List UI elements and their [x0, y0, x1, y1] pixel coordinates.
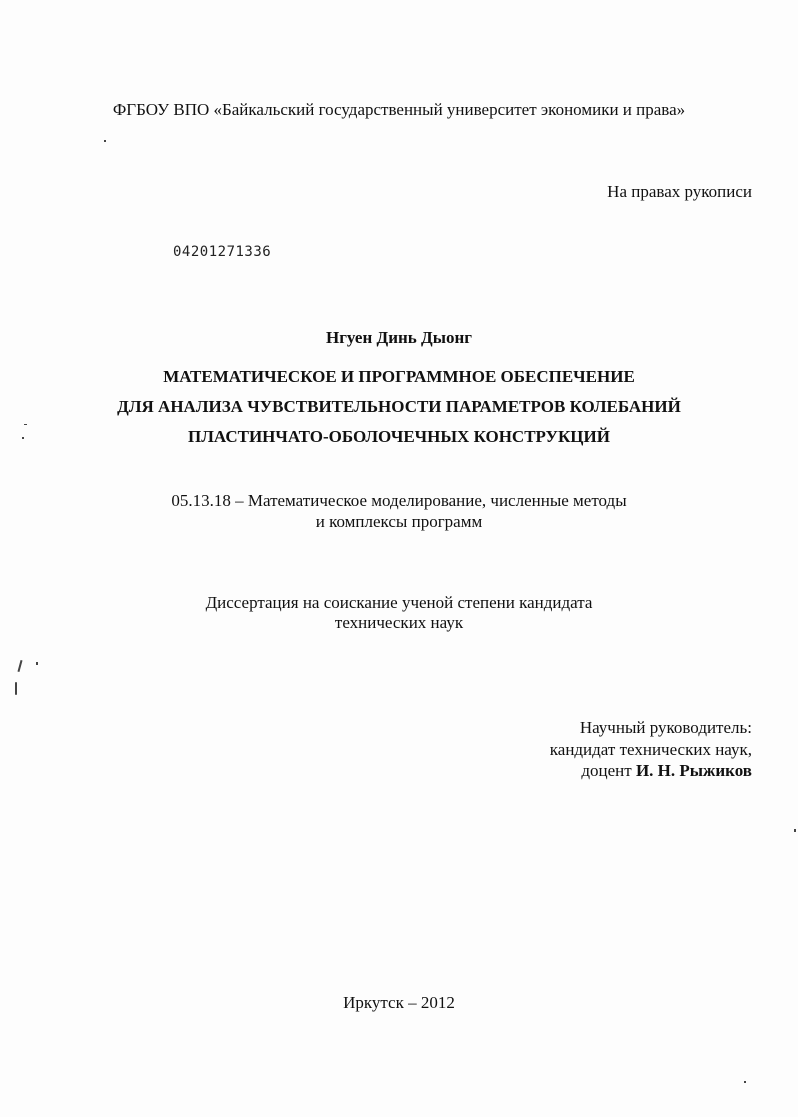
scan-speck	[24, 424, 27, 425]
author-name: Нгуен Динь Дыонг	[325, 328, 473, 347]
scan-speck	[104, 140, 106, 142]
supervisor-label: Научный руководитель:	[579, 718, 752, 737]
scan-mark	[15, 682, 17, 695]
degree-line-2: технических наук	[334, 613, 464, 632]
supervisor-line	[581, 760, 752, 782]
title-line-2: ДЛЯ АНАЛИЗА ЧУВСТВИТЕЛЬНОСТИ ПАРАМЕТРОВ КОЛЕБАНИЙ	[117, 397, 681, 416]
rights-note: На правах рукописи	[607, 182, 752, 201]
place-and-year: Иркутск – 2012	[343, 993, 455, 1012]
specialty-line-2: и комплексы программ	[315, 512, 483, 531]
title-line-3: ПЛАСТИНЧАТО-ОБОЛОЧЕЧНЫХ КОНСТРУКЦИЙ	[188, 427, 610, 446]
supervisor-position: доцент	[581, 761, 632, 780]
scan-speck	[36, 662, 38, 665]
library-stamp-number: 04201271336	[173, 244, 272, 260]
degree-line-1: Диссертация на соискание ученой степени кандидата	[205, 593, 593, 612]
supervisor-degree: кандидат технических наук,	[549, 740, 752, 759]
scan-speck	[744, 1081, 746, 1083]
specialty-line-1: 05.13.18 – Математическое моделирование, численные методы	[171, 491, 627, 510]
scan-speck	[22, 437, 24, 439]
institution-name: ФГБОУ ВПО «Байкальский государственный университет экономики и права»	[112, 100, 686, 119]
scan-mark	[17, 660, 22, 672]
title-line-1: МАТЕМАТИЧЕСКОЕ И ПРОГРАММНОЕ ОБЕСПЕЧЕНИЕ	[163, 367, 635, 386]
scan-speck	[794, 829, 796, 832]
supervisor-name: И. Н. Рыжиков	[635, 761, 752, 780]
